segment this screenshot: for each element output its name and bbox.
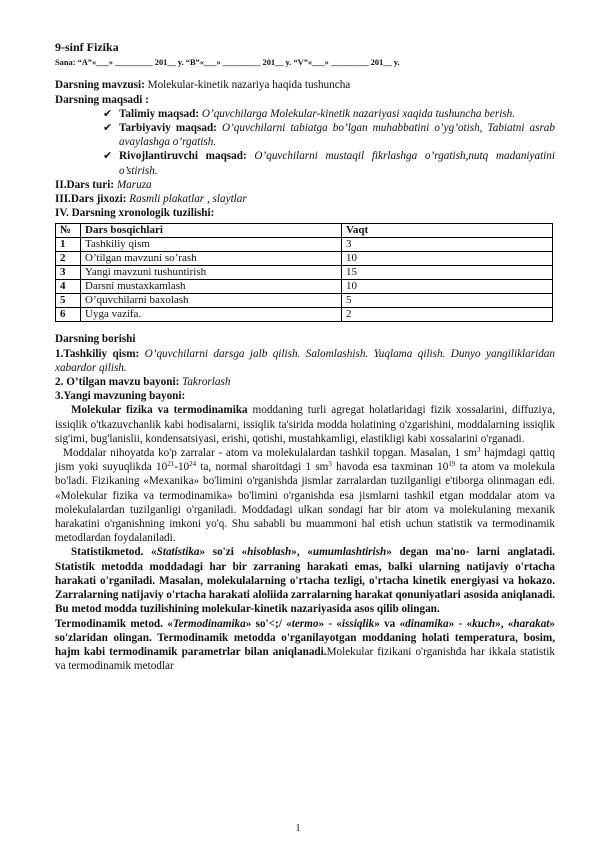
step-2-text: Takrorlash [179,376,231,389]
italic-term: Termodinamika [172,617,246,630]
row-number: 2 [56,252,81,266]
goal-text: O’quvchilarni mustaqil fikrlashga o’rgatish,nutq madaniyatini o’stirish. [119,150,555,177]
text-run: » degan ma'no- larni anglatadi. Statistik metodda moddadagi har bir zarraning harakati emas, balki ularning natijaviy o'rtacha harakati o'rganiladi. Masalan, molekulalarning o'rtacha tezligi, o'rtacha kinetik energiyasi va hokazo. Zarralarning natijaviy o'rtacha harakati aloliida zarralarning harakat qonuniyatlari asosida aniqlanadi. Bu metod modda tuzilishining molekular-kinetik nazariyasida asos qilib olingan. [55,546,555,616]
superscript: 19 [448,460,456,469]
checkmark-icon: ✔ [103,149,113,163]
paragraph-thermodynamic [55,617,555,674]
row-time: 3 [342,238,553,252]
table-row [56,294,553,308]
row-stage: Uyga vazifa. [81,308,342,322]
text-run: hajmdagi qattiq jism yoki suyuqlikda 10 [55,447,555,474]
step-1 [55,347,555,375]
row-number: 1 [56,238,81,252]
step-3: 3.Yangi mavzuning bayoni: [55,390,186,403]
step-2-label: 2. O’tilgan mavzu bayoni: [55,376,180,389]
header-time: Vaqt [342,224,553,238]
text-run: », « [291,546,313,559]
row-time: 15 [342,266,553,280]
row-number: 6 [56,308,81,322]
row-number: 3 [56,266,81,280]
row-time: 10 [342,280,553,294]
goal-text: O’quvchilarga Molekular-kinetik nazariyasi xaqida tushuncha berish. [199,107,516,120]
text-run: ta atom va molekula bo'ladi. Fizikaning «Mexanika» bo'limini o'rganishda jismlar zarralardan tuzilganligi e'tiborga olinmagan edi. «Molekular fizika va termodinamika» bo'limini o'rganishda esa jismlarni tashkil etgan moddalar atom va molekulalardan tuzilganligi o'rganiladi. Moddadagi ulkan sondagi har bir atom va molekulaning mexanik harakatini o'rganishning imkoni yo'q. Shu sababli bu muammoni hal etish uchun statistik va termodinamik metodlardan foydalaniladi. [55,461,555,545]
text-run: Molekular fizikani o'rganishda har ikkala statistik va termodinamik metodlar [55,645,555,673]
italic-term: Statistika [156,546,200,559]
row-time: 2 [342,308,553,322]
row-stage: Tashkiliy qism [81,238,342,252]
page-number: 1 [295,823,301,834]
table-row [56,252,553,266]
row-stage: O’tilgan mavzuni so’rash [81,252,342,266]
table-header-row [56,224,553,238]
text-run: Moddalar nihoyatda ko'p zarralar - atom va molekulalardan tashkil topgan. Masalan, 1 sm [63,447,477,460]
row-time: 10 [342,252,553,266]
step-2 [55,375,555,389]
text-run: » so'<;/ « [245,617,292,630]
table-row [56,238,553,252]
text-run: Statistikmetod. « [71,546,157,559]
lesson-dates: Sana: “A”«___» _________ 201__ y. “B”«___» _________ 201__ y. “V”«___» _________ 201__ y. [55,58,400,68]
text-run: » so'zi « [199,546,248,559]
goal-item [103,121,555,149]
lesson-tools-line [55,192,555,206]
text-run: » - « [448,617,473,630]
superscript: 21 [167,460,175,469]
goal-text: O’quvchilarni tabiatga bo’lgan muhabbatini o’yg’otish, Tabiatni asrab avaylashga o’rgatish. [119,122,555,149]
text-run: ta, normal sharoitdagi 1 sm [196,461,329,474]
italic-term: kuch [472,617,496,630]
superscript: 24 [189,460,197,469]
italic-term: harakat [513,617,550,630]
course-title: Darsning borishi [55,333,136,346]
superscript: 3 [476,446,481,455]
chrono-table [55,223,553,322]
lesson-type-value: Maruza [114,178,152,191]
italic-term: umumlashtirish [312,546,387,559]
row-number: 5 [56,294,81,308]
intro-text: moddaning turli agregat holatlaridagi fizik xossalarini, diffuziya, issiqlik o'tkazuvchanlik kabi hodisalarni, issiqlik ta'sirida modda holatining o'zgarishini, moddalarning issiqlik sig'imi, bug'lanislii, kondensatsiyasi, erishi, qotishi, mustahkamligi, elastikligi kabi xossalarini o'rganadi. [55,404,555,445]
goal-label: Tarbiyaviy maqsad: [119,122,217,135]
step-1-label: 1.Tashkiliy qism: [55,347,140,360]
paragraph-statistical [55,545,555,616]
step-1-text: O’quvchilarni darsga jalb qilish. Salomlashish. Yuqlama qilish. Dunyo yangiliklaridan xabardor qilish. [55,347,555,374]
intro-term: Molekular fizika va termodinamika [71,404,248,417]
row-stage: Yangi mavzuni tushuntirish [81,266,342,280]
header-number: № [56,224,81,238]
header-stage: Dars bosqichlari [81,224,342,238]
goal-item [103,149,555,177]
goal-item [103,107,555,121]
row-number: 4 [56,280,81,294]
goals-list [103,107,555,178]
goal-label: Talimiy maqsad: [119,107,200,120]
italic-term: hisoblash [247,546,292,559]
lesson-tools-label: III.Dars jixozi: [55,193,127,206]
topic-line [55,78,555,92]
paragraph-atoms [55,446,555,545]
superscript: 3 [328,460,332,469]
row-time: 5 [342,294,553,308]
lesson-tools-value: Rasmli plakatlar , slaytlar [126,193,247,206]
topic-value: Molekular-kinetik nazariya haqida tushuncha [144,79,351,92]
table-row [56,266,553,280]
paragraph-intro [55,403,555,446]
topic-label: Darsning mavzusi: [55,79,145,92]
goal-label: Rivojlantiruvchi maqsad: [119,150,247,163]
chrono-title: IV. Darsning xronologik tuzilishi: [55,207,215,220]
row-stage: Darsni mustaxkamlash [81,280,342,294]
italic-term: dinamika [405,617,449,630]
goals-title: Darsning maqsadi : [55,93,149,106]
grade-subject: 9-sinf Fizika [55,40,119,54]
table-row [56,308,553,322]
document-page [55,40,555,673]
checkmark-icon: ✔ [103,121,113,135]
checkmark-icon: ✔ [103,106,113,120]
italic-term: issiqlik [341,617,375,630]
row-stage: O’quvchilarni baxolash [81,294,342,308]
table-row [56,280,553,294]
text-run: -10 [174,461,190,474]
text-run: Termodinamik metod. « [55,617,173,630]
text-run: » - « [318,617,342,630]
text-run: », « [495,617,514,630]
text-run: havoda esa taxminan 10 [331,461,449,474]
lesson-type-line [55,178,555,192]
text-run: » so'zlaridan olingan. Termodinamik metodda o'rganilayotgan moddaning holati temperatura, bosim, hajm kabi termodinamik parametrlar bilan aniqlanadi. [55,617,556,658]
text-run: » va « [374,617,406,630]
italic-term: termo [291,617,319,630]
lesson-type-label: II.Dars turi: [55,178,115,191]
